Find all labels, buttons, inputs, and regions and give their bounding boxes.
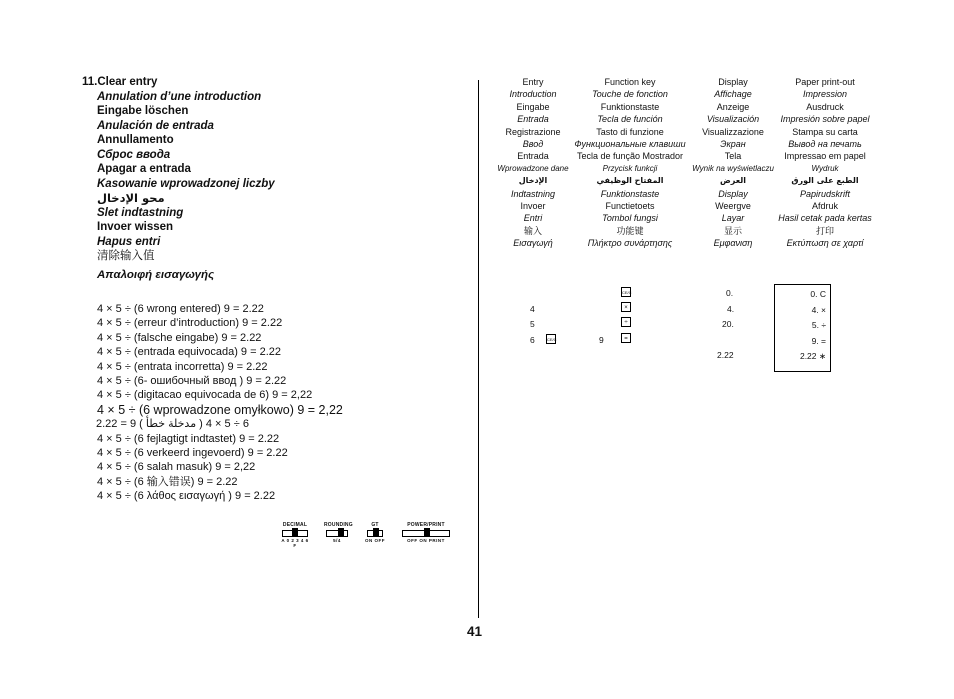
entry-value: 6 bbox=[530, 335, 535, 345]
example-line: 4 × 5 ÷ (6- ошибочный ввод ) 9 = 2.22 bbox=[97, 375, 287, 388]
title-ar: محو الإدخال bbox=[97, 191, 165, 205]
display-value: 20. bbox=[722, 319, 734, 329]
example-line: 4 × 5 ÷ (6 wrong entered) 9 = 2.22 bbox=[97, 303, 264, 315]
title-fr: Annulation d’une introduction bbox=[97, 90, 262, 103]
entry-value: 9 bbox=[599, 335, 604, 345]
display-value: 0. bbox=[726, 288, 734, 298]
power-print-switch bbox=[400, 522, 452, 544]
display-value: 2.22 bbox=[717, 350, 734, 360]
example-line: 4 × 5 ÷ (6 wprowadzone omyłkowo) 9 = 2,22 bbox=[97, 402, 343, 417]
title-ru: Сброс ввода bbox=[97, 148, 171, 161]
rounding-switch-label: ROUNDING bbox=[324, 522, 353, 528]
power-print-switch-ticks: OFF ON PRINT bbox=[407, 538, 445, 543]
column-divider bbox=[478, 80, 479, 618]
title-de: Eingabe löschen bbox=[97, 105, 189, 117]
ce-key-icon: CE/C bbox=[546, 334, 556, 344]
rounding-switch bbox=[324, 522, 353, 544]
multiply-key-icon: × bbox=[621, 302, 631, 312]
title-pt: Apagar a entrada bbox=[97, 163, 191, 175]
display-value: 4. bbox=[727, 304, 735, 314]
example-line: 4 × 5 ÷ (falsche eingabe) 9 = 2.22 bbox=[97, 331, 262, 344]
decimal-switch-label: DECIMAL bbox=[282, 522, 308, 528]
tape-line: 2.22 ∗ bbox=[799, 351, 826, 361]
tape-line: 0. C bbox=[810, 289, 826, 299]
example-line: 4 × 5 ÷ (6 verkeerd ingevoerd) 9 = 2.22 bbox=[97, 447, 288, 460]
entry-value: 4 bbox=[530, 304, 535, 314]
example-line: 4 × 5 ÷ (6 输入错误) 9 = 2.22 bbox=[97, 475, 238, 488]
title-id: Hapus entri bbox=[97, 235, 161, 248]
example-line: 4 × 5 ÷ (6 salah masuk) 9 = 2,22 bbox=[97, 461, 256, 474]
entry-value: 5 bbox=[530, 319, 535, 329]
example-line: 4 × 5 ÷ (entrada equivocada) 9 = 2.22 bbox=[97, 346, 281, 359]
tape-line: 4. × bbox=[811, 305, 826, 315]
paper-tape bbox=[774, 284, 831, 372]
gt-switch bbox=[365, 522, 385, 544]
equals-key-icon: = bbox=[621, 333, 631, 343]
heading-title-row bbox=[82, 75, 275, 90]
example-line: 4 × 5 ÷ (digitacao equivocada de 6) 9 = 2,22 bbox=[97, 389, 313, 402]
title-es: Anulación de entrada bbox=[97, 119, 214, 132]
page-number: 41 bbox=[467, 624, 483, 639]
section-heading bbox=[82, 75, 275, 282]
title-it: Annullamento bbox=[97, 134, 174, 146]
divide-key-icon: ÷ bbox=[621, 317, 631, 327]
title-zh: 清除输入值 bbox=[97, 250, 155, 262]
title-da: Slet indtastning bbox=[97, 206, 184, 219]
example-line: 4 × 5 ÷ (6 λάθος εισαγωγή ) 9 = 2.22 bbox=[97, 490, 276, 503]
decimal-switch-ticks: A 0 2 3 4 6 F bbox=[281, 538, 309, 548]
tape-line: 5. ÷ bbox=[811, 320, 826, 330]
example-line: 2.22 = 9 ( مدخلة خطأ ) 6 ÷ 5 × 4 bbox=[96, 418, 249, 431]
title-el: Απαλοιφή εισαγωγής bbox=[97, 268, 215, 281]
rounding-switch-ticks: 5/4 bbox=[333, 538, 341, 543]
title-nl: Invoer wissen bbox=[97, 221, 174, 233]
gt-switch-ticks: ON OFF bbox=[365, 538, 385, 543]
example-list bbox=[97, 302, 343, 504]
decimal-switch bbox=[280, 522, 310, 548]
ce-c-key-icon: CE/C bbox=[621, 287, 631, 297]
gt-switch-label: GT bbox=[371, 522, 379, 528]
title-pl: Kasowanie wprowadzonej liczby bbox=[97, 177, 275, 190]
section-number: 11. bbox=[82, 76, 98, 88]
example-line: 4 × 5 ÷ (6 fejlagtigt indtastet) 9 = 2.22 bbox=[97, 432, 280, 445]
tape-line: 9. = bbox=[811, 336, 826, 346]
section-title: Clear entry bbox=[97, 76, 158, 88]
example-line: 4 × 5 ÷ (erreur d’introduction) 9 = 2.22 bbox=[97, 317, 283, 330]
example-line: 4 × 5 ÷ (entrata incorretta) 9 = 2.22 bbox=[97, 360, 268, 373]
power-print-switch-label: POWER/PRINT bbox=[407, 522, 445, 528]
